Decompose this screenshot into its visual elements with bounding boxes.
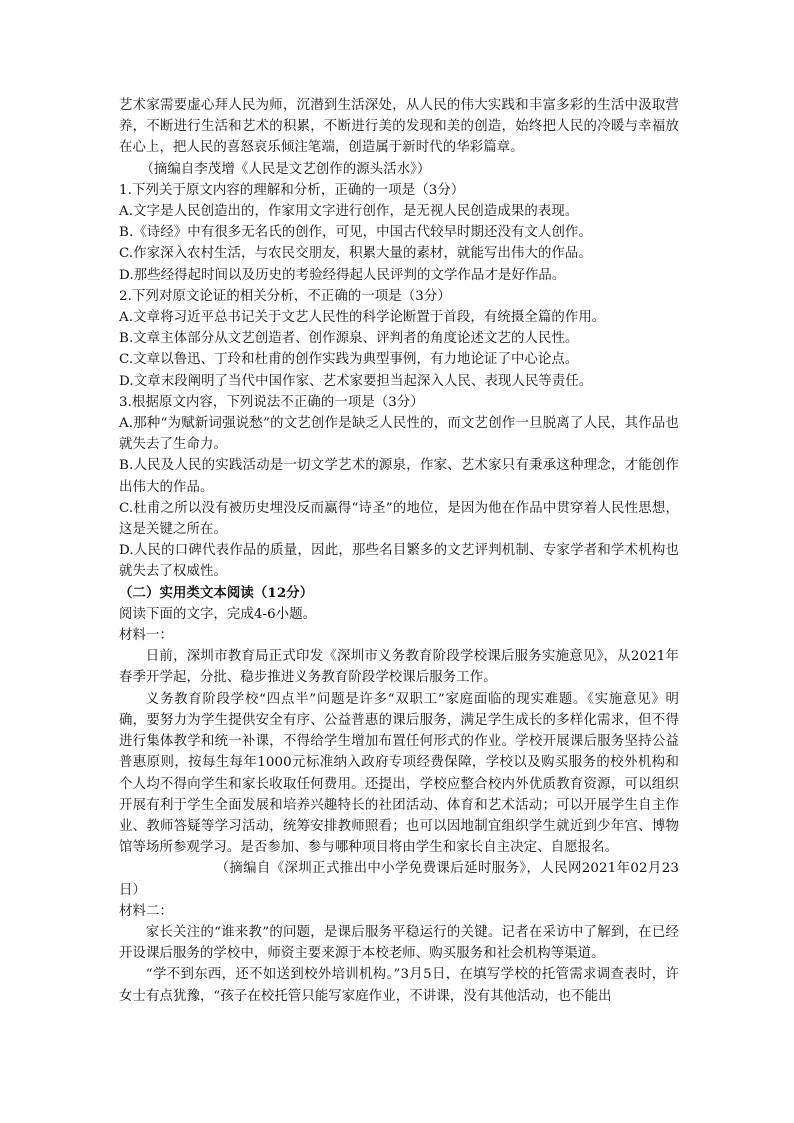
material1-source: （摘编自《深圳正式推出中小学免费课后延时服务》，人民网2021年02月23日） <box>119 861 679 898</box>
question-stem: 2.下列对原文论证的相关分析，不正确的一项是（3分） <box>119 288 451 304</box>
material1-paragraph: 义务教育阶段学校“四点半”问题是许多“双职工”家庭面临的现实难题。《实施意见》明确，要努力为学生提供安全有序、公益普惠的课后服务，满足学生成长的多样化需求，但不得进行集体教学和统一补课，不得给学生增加布置任何形式的作业。学校开展课后服务坚持公益普惠原则，按每生每年1000元标准纳入政府专项经费保障，学校以及购买服务的校外机构和个人均不得向学生和家长收取任何费用。还提出，学校应整合校内外优质教育资源，可以组织开展有利于学生全面发展和培养兴趣特长的社团活动、体育和艺术活动；可以开展学生自主作业、教师答疑等学习活动，统筹安排教师照看；也可以因地制宜组织学生就近到少年宫、博物馆等场所参观学习。是否参加、参与哪种项目将由学生和家长自主决定、自愿报名。 <box>119 691 679 856</box>
option-a: A.文章将习近平总书记关于文艺人民性的科学论断置于首段，有统摄全篇的作用。 <box>119 310 606 326</box>
question-stem: 1.下列关于原文内容的理解和分析，正确的一项是（3分） <box>119 182 465 198</box>
option-d: D.人民的口碑代表作品的质量，因此，那些名目繁多的文艺评判机制、专家学者和学术机构也就失去了权威性。 <box>119 543 679 580</box>
option-b: B.人民及人民的实践活动是一切文学艺术的源泉，作家、艺术家只有秉承这种理念，才能创作出伟大的作品。 <box>119 458 679 495</box>
material2-paragraph: “学不到东西，还不如送到校外培训机构。”3月5日，在填写学校的托管需求调查表时，许女士有点犹豫，“孩子在校托管只能写家庭作业，不讲课，没有其他活动，也不能出 <box>119 967 679 1004</box>
material1-label: 材料一： <box>119 628 173 644</box>
passage1-tail: 艺术家需要虚心拜人民为师，沉潜到生活深处，从人民的伟大实践和丰富多彩的生活中汲取营养，不断进行生活和艺术的积累，不断进行美的发现和美的创造，始终把人民的冷暖与幸福放在心上，把人民的喜怒哀乐倾注笔端，创造属于新时代的华彩篇章。 <box>119 98 679 156</box>
option-d: D.文章末段阐明了当代中国作家、艺术家要担当起深入人民、表现人民等责任。 <box>119 373 593 389</box>
option-b: B.文章主体部分从文艺创造者、创作源泉、评判者的角度论述文艺的人民性。 <box>119 331 579 347</box>
question-1 <box>119 180 679 286</box>
passage1-source: （摘编自李茂增《人民是文艺创作的源头活水》） <box>140 161 431 177</box>
section-instruction: 阅读下面的文字，完成4-6小题。 <box>119 606 317 622</box>
option-b: B.《诗经》中有很多无名氏的创作，可见，中国古代较早时期还没有文人创作。 <box>119 225 592 241</box>
material1-paragraph: 日前，深圳市教育局正式印发《深圳市义务教育阶段学校课后服务实施意见》，从2021年春季开学起，分批、稳步推进义务教育阶段学校课后服务工作。 <box>119 649 679 686</box>
question-2 <box>119 286 679 392</box>
material2-label: 材料二： <box>119 903 173 919</box>
option-a: A.文字是人民创造出的，作家用文字进行创作，是无视人民创造成果的表现。 <box>119 204 579 220</box>
option-a: A.那种“为赋新词强说愁”的文艺创作是缺乏人民性的，而文艺创作一旦脱离了人民，其作品也就失去了生命力。 <box>119 416 679 453</box>
option-c: C.杜甫之所以没有被历史埋没反而赢得“诗圣”的地位，是因为他在作品中贯穿着人民性思想，这是关键之所在。 <box>119 500 679 538</box>
document-page <box>119 95 679 1007</box>
section-heading: （二）实用类文本阅读（12分） <box>119 584 314 601</box>
option-c: C.作家深入农村生活，与农民交朋友，积累大量的素材，就能写出伟大的作品。 <box>119 246 592 262</box>
option-d: D.那些经得起时间以及历史的考验经得起人民评判的文学作品才是好作品。 <box>119 267 566 283</box>
question-3 <box>119 392 679 583</box>
material2-paragraph: 家长关注的“谁来教”的问题，是课后服务平稳运行的关键。记者在采访中了解到，在已经开设课后服务的学校中，师资主要来源于本校老师、购买服务和社会机构等渠道。 <box>119 924 679 962</box>
option-c: C.文章以鲁迅、丁玲和杜甫的创作实践为典型事例，有力地论证了中心论点。 <box>119 352 579 368</box>
question-stem: 3.根据原文内容，下列说法不正确的一项是（3分） <box>119 394 424 410</box>
